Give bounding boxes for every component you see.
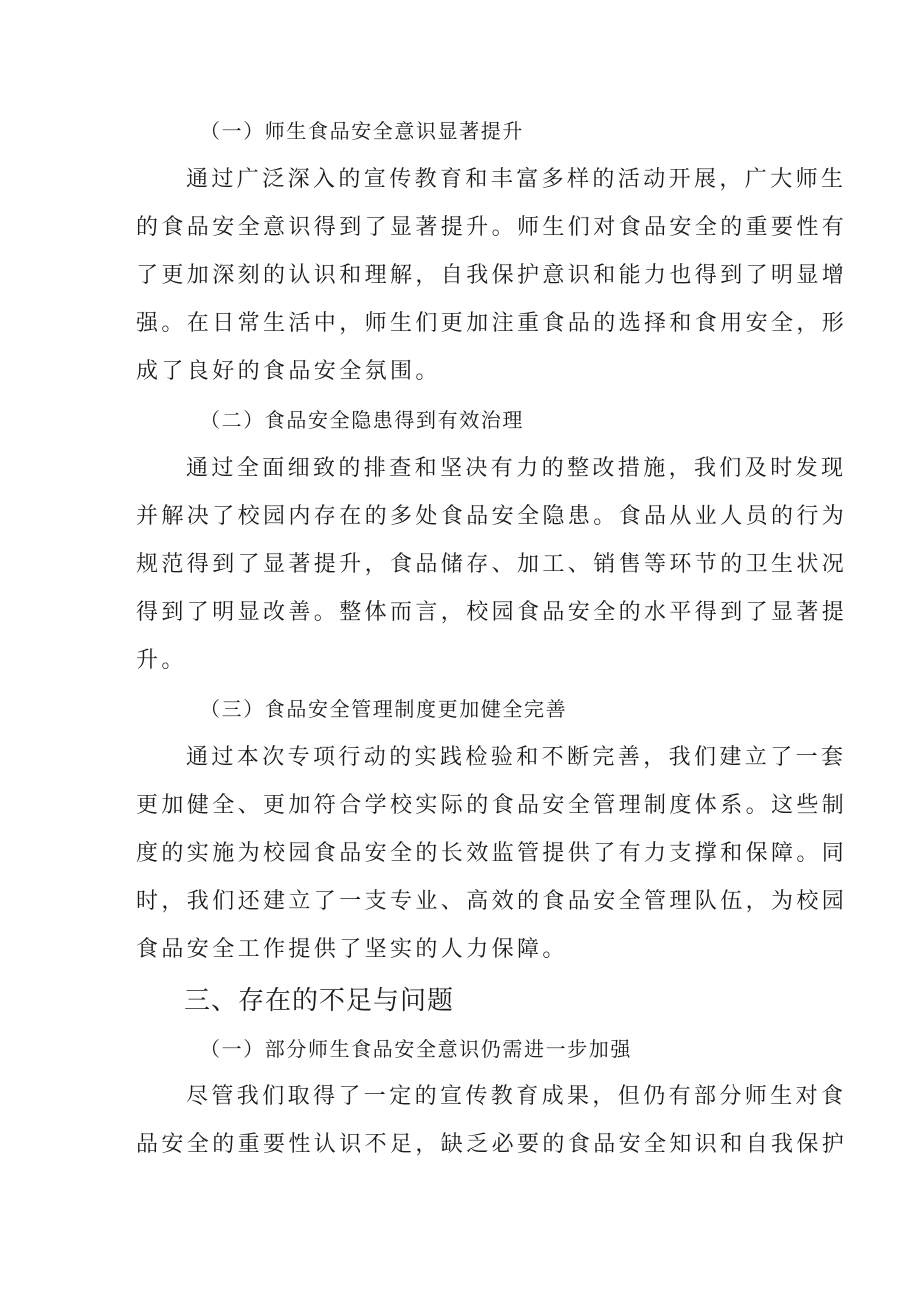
paragraph-line: 通过全面细致的排查和坚决有力的整改措施，我们及时发现: [186, 456, 847, 481]
paragraph-line: 时，我们还建立了一支专业、高效的食品安全管理队伍，为校园: [136, 889, 848, 914]
paragraph-line: 升。: [136, 648, 187, 673]
paragraph-line: 食品安全工作提供了坚实的人力保障。: [136, 937, 568, 962]
subheading-management: （三）食品安全管理制度更加健全完善: [200, 697, 568, 721]
paragraph-line: 通过本次专项行动的实践检验和不断完善，我们建立了一套: [186, 745, 847, 770]
paragraph-line: 的食品安全意识得到了显著提升。师生们对食品安全的重要性有: [136, 215, 848, 240]
paragraph-line: 尽管我们取得了一定的宣传教育成果，但仍有部分师生对食: [186, 1084, 847, 1109]
paragraph-line: 通过广泛深入的宣传教育和丰富多样的活动开展，广大师生: [186, 167, 847, 192]
paragraph-line: 品安全的重要性认识不足，缺乏必要的食品安全知识和自我保护: [136, 1132, 848, 1157]
subheading-hazards: （二）食品安全隐患得到有效治理: [200, 408, 524, 432]
paragraph-line: 得到了明显改善。整体而言，校园食品安全的水平得到了显著提: [136, 600, 848, 625]
subheading-awareness: （一）师生食品安全意识显著提升: [200, 119, 524, 143]
paragraph-line: 更加健全、更加符合学校实际的食品安全管理制度体系。这些制: [136, 793, 848, 818]
paragraph-line: 并解决了校园内存在的多处食品安全隐患。食品从业人员的行为: [136, 504, 848, 529]
paragraph-line: 强。在日常生活中，师生们更加注重食品的选择和食用安全，形: [136, 311, 848, 336]
subheading-awareness-gap: （一）部分师生食品安全意识仍需进一步加强: [200, 1037, 632, 1061]
paragraph-line: 了更加深刻的认识和理解，自我保护意识和能力也得到了明显增: [136, 263, 848, 288]
paragraph-line: 成了良好的食品安全氛围。: [136, 359, 441, 384]
paragraph-line: 度的实施为校园食品安全的长效监管提供了有力支撑和保障。同: [136, 841, 848, 866]
section-heading: 三、存在的不足与问题: [184, 986, 455, 1016]
paragraph-line: 规范得到了显著提升，食品储存、加工、销售等环节的卫生状况: [136, 552, 848, 577]
